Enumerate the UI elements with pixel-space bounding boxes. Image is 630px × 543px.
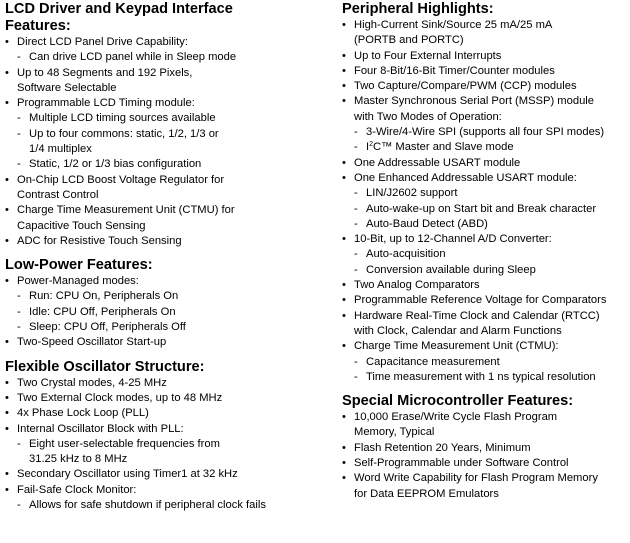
list-item: • High-Current Sink/Source 25 mA/25 mA (PORTB and PORTC) — [342, 18, 628, 49]
list-item: • ADC for Resistive Touch Sensing — [5, 234, 325, 249]
list-item: • Fail-Safe Clock Monitor: — [5, 483, 325, 498]
oscillator-section — [5, 359, 325, 514]
list-item: • Charge Time Measurement Unit (CTMU): — [342, 339, 628, 354]
list-item: • Flash Retention 20 Years, Minimum — [342, 441, 628, 456]
list-subitem: - 3-Wire/4-Wire SPI (supports all four SPI modes) — [342, 125, 628, 140]
list-subitem: - LIN/J2602 support — [342, 186, 628, 201]
list-item: • Hardware Real-Time Clock and Calendar (RTCC) with Clock, Calendar and Alarm Functions — [342, 309, 628, 340]
list-item: • Programmable Reference Voltage for Comparators — [342, 293, 628, 308]
list-subitem: - Sleep: CPU Off, Peripherals Off — [5, 320, 325, 335]
list-subitem: - Multiple LCD timing sources available — [5, 111, 325, 126]
oscillator-feature-list — [5, 376, 325, 514]
special-feature-list — [342, 410, 628, 502]
peripheral-section — [342, 1, 628, 385]
list-item: • Secondary Oscillator using Timer1 at 32 kHz — [5, 467, 325, 482]
list-subitem: - Conversion available during Sleep — [342, 263, 628, 278]
list-subitem: - $I^2C™$ Master and Slave mode — [342, 140, 628, 155]
list-item: • Up to Four External Interrupts — [342, 49, 628, 64]
list-subitem: - Eight user-selectable frequencies from 31.25 kHz to 8 MHz — [5, 437, 325, 468]
right-column — [342, 1, 628, 502]
lcd-section — [5, 1, 325, 249]
peripheral-section-title: Peripheral Highlights: — [342, 1, 494, 17]
list-subitem: - Auto-acquisition — [342, 247, 628, 262]
list-subitem: - Auto-Baud Detect (ABD) — [342, 217, 628, 232]
list-item: • Four 8-Bit/16-Bit Timer/Counter modules — [342, 64, 628, 79]
list-item: • 10,000 Erase/Write Cycle Flash Program Memory, Typical — [342, 410, 628, 441]
list-subitem: - Run: CPU On, Peripherals On — [5, 289, 325, 304]
list-item: • Two External Clock modes, up to 48 MHz — [5, 391, 325, 406]
list-item: • Programmable LCD Timing module: — [5, 96, 325, 111]
oscillator-section-title: Flexible Oscillator Structure: — [5, 358, 205, 375]
list-item: • Master Synchronous Serial Port (MSSP) module with Two Modes of Operation: — [342, 94, 628, 125]
list-subitem: - Up to four commons: static, 1/2, 1/3 or 1/4 multiplex — [5, 127, 325, 158]
peripheral-feature-list — [342, 18, 628, 385]
special-section-title: Special Microcontroller Features: — [342, 393, 574, 410]
list-item: • On-Chip LCD Boost Voltage Regulator for Contrast Control — [5, 173, 325, 204]
list-item: • Two Analog Comparators — [342, 278, 628, 293]
list-item: • One Addressable USART module — [342, 156, 628, 171]
list-item: • Up to 48 Segments and 192 Pixels, Software Selectable — [5, 66, 325, 97]
list-subitem: - Allows for safe shutdown if peripheral clock fails — [5, 498, 325, 513]
list-item: • Two-Speed Oscillator Start-up — [5, 335, 325, 350]
list-item: • Direct LCD Panel Drive Capability: — [5, 35, 325, 50]
low-power-feature-list — [5, 274, 325, 350]
list-subitem: - Capacitance measurement — [342, 355, 628, 370]
list-item: • Power-Managed modes: — [5, 274, 325, 289]
list-item: • One Enhanced Addressable USART module: — [342, 171, 628, 186]
list-item: • Two Crystal modes, 4-25 MHz — [5, 376, 325, 391]
list-item: • Internal Oscillator Block with PLL: — [5, 422, 325, 437]
list-item: • 4x Phase Lock Loop (PLL) — [5, 406, 325, 421]
list-item: • Charge Time Measurement Unit (CTMU) for Capacitive Touch Sensing — [5, 203, 325, 234]
low-power-section — [5, 257, 325, 350]
list-subitem: - Time measurement with 1 ns typical resolution — [342, 370, 628, 385]
special-section — [342, 393, 628, 502]
low-power-section-title: Low-Power Features: — [5, 257, 153, 274]
lcd-section-title: LCD Driver and Keypad Interface Features: — [5, 1, 233, 34]
list-item: • 10-Bit, up to 12-Channel A/D Converter: — [342, 232, 628, 247]
list-subitem: - Static, 1/2 or 1/3 bias configuration — [5, 157, 325, 172]
list-subitem: - Auto-wake-up on Start bit and Break character — [342, 202, 628, 217]
list-item: • Self-Programmable under Software Control — [342, 456, 628, 471]
lcd-feature-list — [5, 35, 325, 249]
list-subitem: - Idle: CPU Off, Peripherals On — [5, 305, 325, 320]
list-subitem: - Can drive LCD panel while in Sleep mode — [5, 50, 325, 65]
list-item: • Word Write Capability for Flash Program Memory for Data EEPROM Emulators — [342, 471, 628, 502]
list-item: • Two Capture/Compare/PWM (CCP) modules — [342, 79, 628, 94]
left-column — [5, 1, 325, 513]
